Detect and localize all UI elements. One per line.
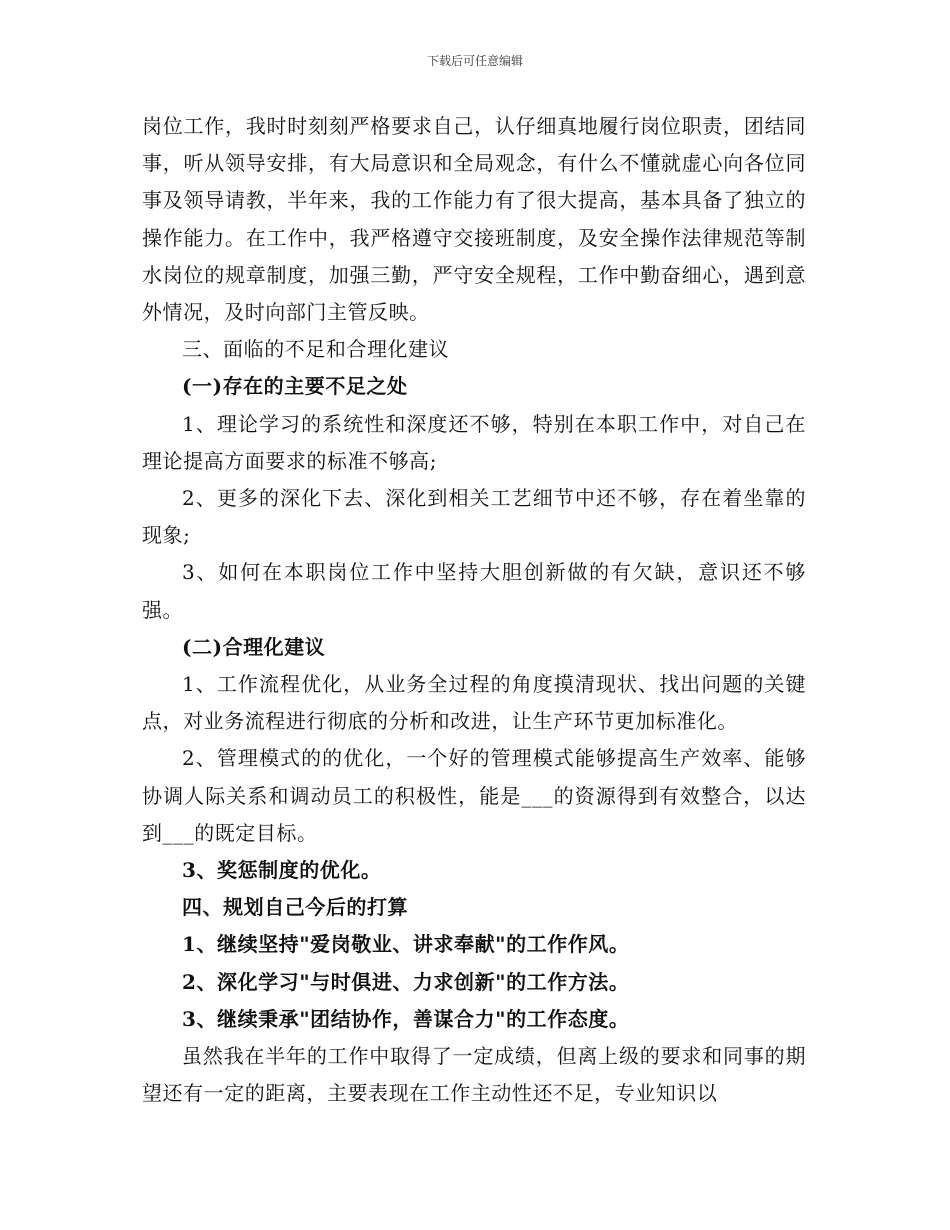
- list-item-plan-3: 3、继续秉承"团结协作，善谋合力"的工作态度。: [182, 1006, 630, 1031]
- list-item-suggestion-2: 2、管理模式的的优化，一个好的管理模式能够提高生产效率、能够协调人际关系和调动员工的积极性，能是___的资源得到有效整合，以达到___的既定目标。: [142, 746, 806, 845]
- section-heading-plans: 四、规划自己今后的打算: [182, 895, 409, 920]
- list-item-plan-1: 1、继续坚持"爱岗敬业、讲求奉献"的工作作风。: [182, 932, 630, 957]
- list-item-shortcoming-1: 1、理论学习的系统性和深度还不够，特别在本职工作中，对自己在理论提高方面要求的标准不够高;: [142, 411, 806, 473]
- page-header: 下载后可任意编辑: [426, 54, 523, 68]
- list-item-shortcoming-2: 2、更多的深化下去、深化到相关工艺细节中还不够，存在着坐靠的现象;: [142, 486, 806, 548]
- section-heading-shortcomings: 三、面临的不足和合理化建议: [182, 337, 450, 362]
- list-item-suggestion-1: 1、工作流程优化，从业务全过程的角度摸清现状、找出问题的关键点，对业务流程进行彻底的分析和改进，让生产环节更加标准化。: [142, 672, 806, 734]
- list-item-plan-2: 2、深化学习"与时俱进、力求创新"的工作方法。: [182, 969, 630, 994]
- document-body: [142, 108, 806, 1112]
- subheading-suggestions: (二)合理化建议: [182, 634, 326, 659]
- paragraph-job-performance: 岗位工作，我时时刻刻严格要求自己，认仔细真地履行岗位职责，团结同事，听从领导安排，有大局意识和全局观念，有什么不懂就虚心向各位同事及领导请教，半年来，我的工作能力有了很大提高，基本具备了独立的操作能力。在工作中，我严格遵守交接班制度，及安全操作法律规范等制水岗位的规章制度，加强三勤，严守安全规程，工作中勤奋细心，遇到意外情况，及时向部门主管反映。: [142, 114, 806, 325]
- list-item-shortcoming-3: 3、如何在本职岗位工作中坚持大胆创新做的有欠缺，意识还不够强。: [142, 560, 806, 622]
- list-item-suggestion-3: 3、奖惩制度的优化。: [182, 858, 382, 883]
- paragraph-conclusion: 虽然我在半年的工作中取得了一定成绩，但离上级的要求和同事的期望还有一定的距离，主要表现在工作主动性还不足，专业知识以: [142, 1044, 806, 1106]
- subheading-main-shortcomings: (一)存在的主要不足之处: [182, 374, 408, 399]
